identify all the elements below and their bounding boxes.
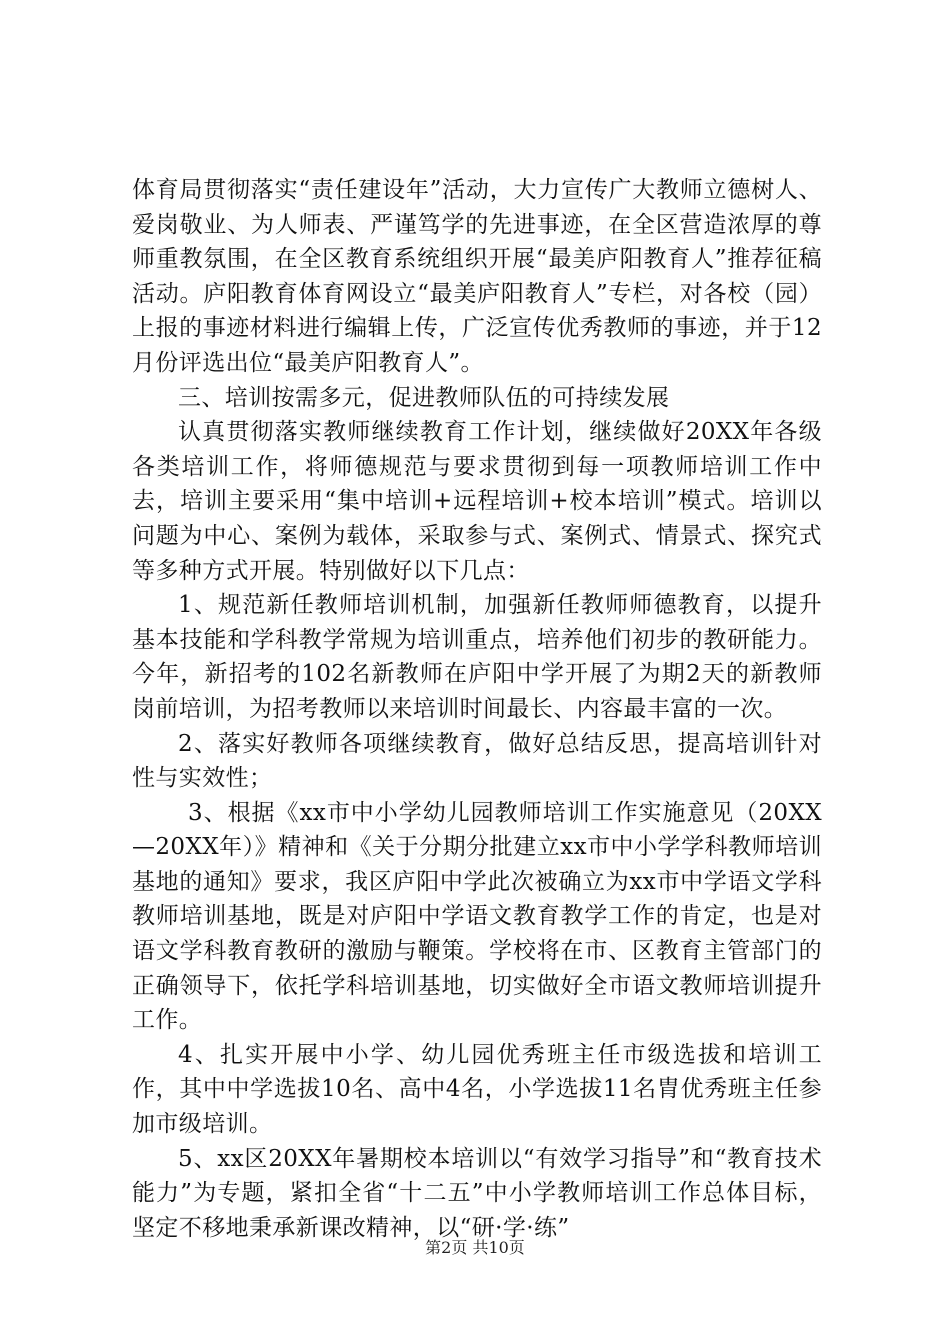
paragraph-item-5: 5、xx区20XX年暑期校本培训以“有效学习指导”和“教育技术能力”为专题，紧扣全省“十二五”中小学教师培训工作总体目标，坚定不移地秉承新课改精神，以“研·学·练” <box>132 1145 822 1241</box>
paragraph-continuation: 体育局贯彻落实“责任建设年”活动，大力宣传广大教师立德树人、爱岗敬业、为人师表、严谨笃学的先进事迹，在全区营造浓厚的尊师重教氛围，在全区教育系统组织开展“最美庐阳教育人”推荐征稿活动。庐阳教育体育网设立“最美庐阳教育人”专栏，对各校（园）上报的事迹材料进行编辑上传，广泛宣传优秀教师的事迹，并于12月份评选出位“最美庐阳教育人”。 <box>132 177 822 376</box>
paragraph-item-2: 2、落实好教师各项继续教育，做好总结反思，提高培训针对性与实效性； <box>132 730 822 792</box>
paragraph-item-3: 3、根据《xx市中小学幼儿园教师培训工作实施意见（20XX—20XX年）》精神和《关于分期分批建立xx市中小学学科教师培训基地的通知》要求，我区庐阳中学此次被确立为xx市中学语文学科教师培训基地，既是对庐阳中学语文教育教学工作的肯定，也是对语文学科教育教研的激励与鞭策。学校将在市、区教育主管部门的正确领导下，依托学科培训基地，切实做好全市语文教师培训提升工作。 <box>132 799 822 1034</box>
paragraph-intro: 认真贯彻落实教师继续教育工作计划，继续做好20XX年各级各类培训工作，将师德规范与要求贯彻到每一项教师培训工作中去，培训主要采用“集中培训+远程培训+校本培训”模式。培训以问题为中心、案例为载体，采取参与式、案例式、情景式、探究式等多种方式开展。特别做好以下几点： <box>132 419 822 584</box>
paragraph-item-1: 1、规范新任教师培训机制，加强新任教师师德教育，以提升基本技能和学科教学常规为培训重点，培养他们初步的教研能力。今年，新招考的102名新教师在庐阳中学开展了为期2天的新教师岗前培训，为招考教师以来培训时间最长、内容最丰富的一次。 <box>132 592 822 722</box>
page-footer: 第2页 共10页 <box>425 1238 525 1257</box>
section-heading: 三、培训按需多元，促进教师队伍的可持续发展 <box>178 384 670 411</box>
document-body <box>132 173 822 1245</box>
paragraph-item-4: 4、扎实开展中小学、幼儿园优秀班主任市级选拔和培训工作，其中中学选拔10名、高中4名，小学选拔11名胄优秀班主任参加市级培训。 <box>132 1041 822 1138</box>
